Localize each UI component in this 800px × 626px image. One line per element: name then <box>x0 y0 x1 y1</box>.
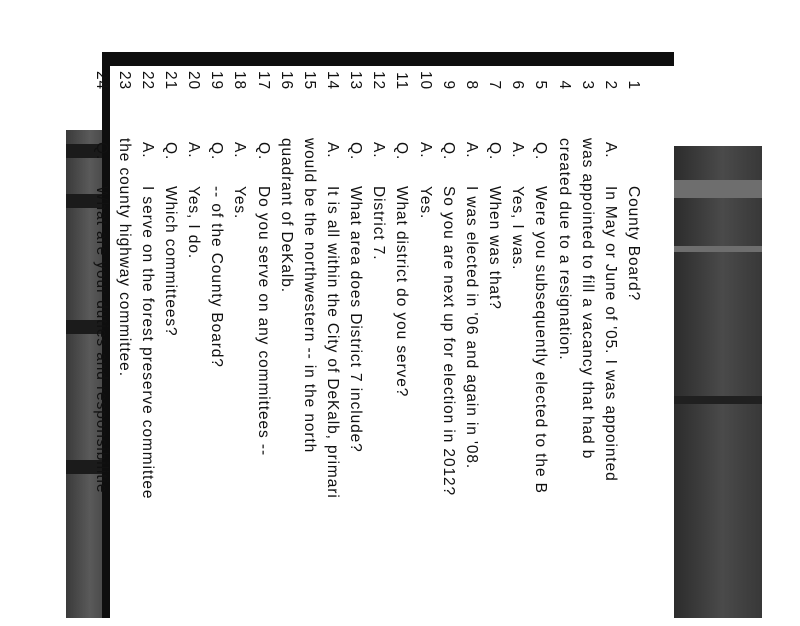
speaker-tag: A. <box>185 142 203 159</box>
line-number: 11 <box>393 72 411 90</box>
line-text: Which committees? <box>162 186 179 337</box>
line-number: 8 <box>462 80 480 90</box>
line-text: quadrant of DeKalb. <box>277 138 295 293</box>
speaker-tag: A. <box>138 142 156 159</box>
speaker-tag: A. <box>601 142 619 159</box>
speaker-tag: Q. <box>254 142 272 161</box>
transcript-page <box>92 66 674 618</box>
line-number: 16 <box>277 70 295 90</box>
transcript-line <box>391 66 414 626</box>
line-number: 13 <box>347 70 365 90</box>
line-number: 7 <box>486 80 504 90</box>
line-number: 6 <box>509 80 527 90</box>
transcript-line <box>113 66 136 626</box>
transcript-line <box>599 66 622 626</box>
transcript-line <box>529 66 552 626</box>
line-number: 22 <box>138 70 156 90</box>
line-number: 10 <box>416 70 434 90</box>
transcript-line <box>136 66 159 626</box>
speaker-tag: Q. <box>532 142 550 161</box>
line-text: Yes. <box>416 186 434 220</box>
transcript-line <box>275 66 298 626</box>
transcript-line <box>576 66 599 626</box>
line-text: So you are next up for election in 2012? <box>439 186 457 497</box>
speaker-tag: A. <box>370 142 388 159</box>
transcript-line <box>437 66 460 626</box>
line-text: What are your duties and responsibilitie <box>92 186 110 494</box>
line-text: What district do you serve? <box>393 186 411 398</box>
line-text: I serve on the forest preserve committee <box>138 186 156 500</box>
line-text: I was elected in '06 and again in '08. <box>462 186 480 470</box>
line-text: In May or June of '05. I was appointed <box>601 186 619 482</box>
line-number: 1 <box>625 80 642 90</box>
rotated-transcript-sheet <box>92 66 665 626</box>
transcript-line <box>90 66 113 626</box>
line-text: Yes, I was. <box>509 186 527 271</box>
transcript-line <box>159 66 182 626</box>
line-number: 21 <box>162 70 179 90</box>
line-text: would be the northwestern -- in the north <box>300 138 318 454</box>
line-number: 19 <box>208 70 226 90</box>
line-text: Yes. <box>231 186 249 220</box>
line-number: 23 <box>115 70 133 90</box>
transcript-line <box>553 66 576 626</box>
line-number: 3 <box>578 80 596 90</box>
line-number: 12 <box>370 70 388 90</box>
speaker-tag: A. <box>416 142 434 159</box>
line-text: When was that? <box>486 186 504 310</box>
line-text: County Board? <box>625 186 642 302</box>
line-number: 4 <box>555 80 573 90</box>
line-number: 18 <box>231 70 249 90</box>
line-text: What area does District 7 include? <box>347 186 365 453</box>
line-text: was appointed to fill a vacancy that had b <box>578 138 596 460</box>
speaker-tag: A. <box>231 142 249 159</box>
line-text: Do you serve on any committees -- <box>254 186 272 457</box>
line-text: -- of the County Board? <box>208 186 226 368</box>
transcript-line <box>321 66 344 626</box>
line-text: It is all within the City of DeKalb, primari <box>324 186 342 499</box>
transcript-line <box>414 66 437 626</box>
page-top-edge <box>102 52 674 66</box>
scanner-background-right <box>674 146 762 618</box>
speaker-tag: Q. <box>92 142 110 161</box>
transcript-line <box>252 66 275 626</box>
line-number: 14 <box>324 70 342 90</box>
line-number: 20 <box>185 70 203 90</box>
line-number: 9 <box>439 80 457 90</box>
transcript-line <box>483 66 506 626</box>
speaker-tag: A. <box>462 142 480 159</box>
transcript-line <box>622 66 645 626</box>
line-text: Were you subsequently elected to the B <box>532 186 550 494</box>
transcript-line <box>506 66 529 626</box>
speaker-tag: A. <box>509 142 527 159</box>
line-number: 17 <box>254 70 272 90</box>
transcript-line <box>367 66 390 626</box>
speaker-tag: Q. <box>347 142 365 161</box>
speaker-tag: Q. <box>439 142 457 161</box>
transcript-line <box>205 66 228 626</box>
line-number: 15 <box>300 70 318 90</box>
line-number: 5 <box>532 80 550 90</box>
speaker-tag: Q. <box>208 142 226 161</box>
speaker-tag: Q. <box>486 142 504 161</box>
line-number: 24 <box>92 70 110 90</box>
speaker-tag: Q. <box>393 142 411 161</box>
line-text: created due to a resignation. <box>555 138 573 361</box>
transcript-line <box>344 66 367 626</box>
transcript-line <box>298 66 321 626</box>
line-number: 2 <box>601 80 619 90</box>
speaker-tag: A. <box>324 142 342 159</box>
transcript-line <box>228 66 251 626</box>
transcript-line <box>182 66 205 626</box>
transcript-line <box>460 66 483 626</box>
line-text: Yes, I do. <box>185 186 203 260</box>
speaker-tag: Q. <box>162 142 179 161</box>
line-text: District 7. <box>370 186 388 261</box>
line-text: the county highway committee. <box>115 138 133 377</box>
